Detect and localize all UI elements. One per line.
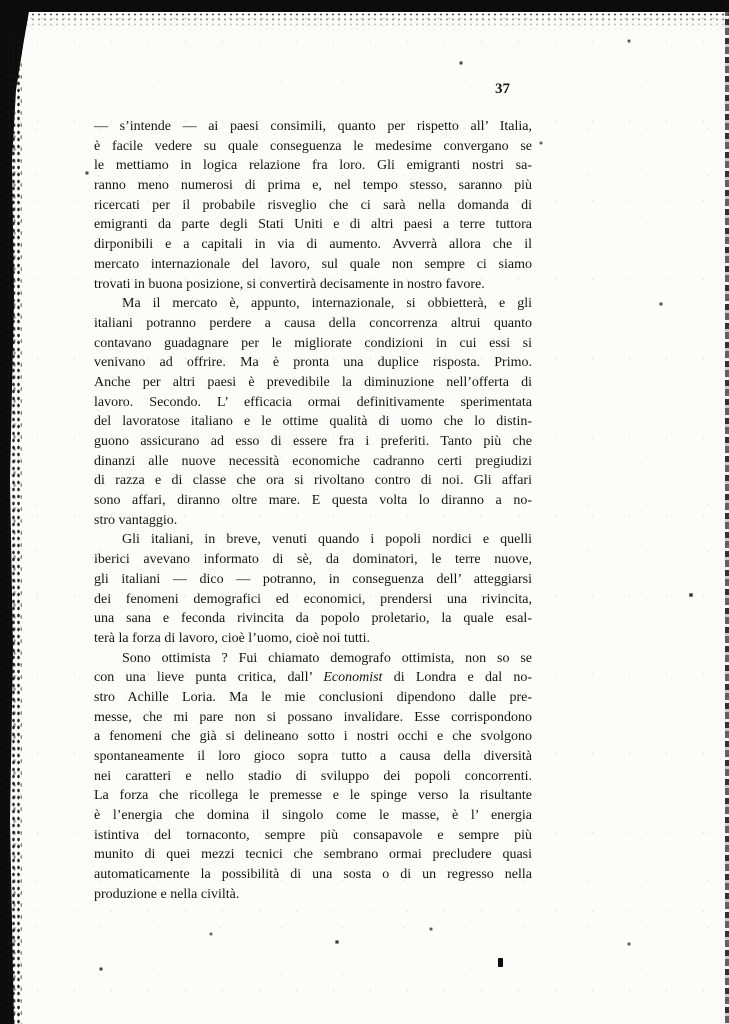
paragraph xyxy=(94,530,532,648)
text-line: Ma il mercato è, appunto, internazionale, si obbietterà, e gli xyxy=(122,296,532,312)
text-line: spontaneamente il loro gioco sopra tutto a causa della diversità xyxy=(94,749,532,764)
text-line: italiani potranno perdere a causa della concorrenza altrui quanto xyxy=(94,315,532,331)
text-line: dei fenomeni demografici ed economici, prendersi una rivincita, xyxy=(94,591,532,607)
text-line: istintiva del tornaconto, sempre più consapavole e sempre più xyxy=(94,827,532,843)
scan-artifact-top-bar xyxy=(0,0,729,12)
text-line: Sono ottimista ? Fui chiamato demografo ottimista, non so se xyxy=(122,650,532,666)
dust-specks xyxy=(0,0,2,2)
scan-artifact-right-edge xyxy=(725,0,729,1024)
text-line: dirponibili e a capitali in via di aumento. Avverrà allora che il xyxy=(94,237,532,253)
text-line: guono assicurano ad esso di essere fra i preferiti. Tanto più che xyxy=(94,434,532,449)
ink-blob xyxy=(498,958,503,967)
text-line: Gli italiani, in breve, venuti quando i popoli nordici e quelli xyxy=(122,532,532,548)
text-line: a fenomeni che già si delineano sotto i nostri occhi e che svolgono xyxy=(94,729,532,745)
text-line: stro Achille Loria. Ma le mie conclusioni dipendono dalle pre- xyxy=(94,689,532,705)
text-line: del lavoratose italiano e le ottime qualità di uomo che lo distin- xyxy=(94,414,532,430)
text-line: stro vantaggio. xyxy=(94,512,178,528)
body-text xyxy=(94,117,532,905)
text-line: automaticamente la possibilità di una sosta o di un regresso nella xyxy=(94,867,532,883)
page-number: 37 xyxy=(495,81,510,97)
text-line: sono affari, diranno oltre mare. E questa volta lo diranno a no- xyxy=(94,493,532,509)
text-line: contavano guadagnare per le migliorate condizioni in cui essi si xyxy=(94,335,532,351)
text-line xyxy=(94,668,532,688)
text-segment: di Londra e dal no- xyxy=(382,670,532,686)
text-line: iberici avevano informato di sè, da dominatori, le terre nuove, xyxy=(94,552,532,568)
text-line: mercato internazionale del lavoro, sul quale non sempre ci siamo xyxy=(94,256,532,272)
text-line: di razza e di classe che ora si rivoltano contro di noi. Gli affari xyxy=(94,473,532,489)
text-line: le mettiamo in logica relazione fra loro. Gli emigranti nostri sa- xyxy=(94,158,532,174)
scan-artifact-top-noise xyxy=(0,12,729,30)
text-line: Anche per altri paesi è prevedibile la diminuzione nell’offerta di xyxy=(94,374,532,390)
text-line: gli italiani — dico — potranno, in conseguenza dell’ atteggiarsi xyxy=(94,571,532,587)
text-line: dinanzi alle nuove necessità economiche cadranno certi pregiudizi xyxy=(94,453,532,469)
text-line: produzione e nella civiltà. xyxy=(94,886,240,902)
text-line: terà la forza di lavoro, cioè l’uomo, cioè noi tutti. xyxy=(94,630,371,646)
text-line: venivano ad offrire. Ma è pronta una duplice risposta. Primo. xyxy=(94,355,532,371)
text-line: ranno meno numerosi di prima e, nel tempo stesso, saranno più xyxy=(94,178,532,194)
text-line: emigranti da parte degli Stati Uniti e di altri paesi a terre tuttora xyxy=(94,217,532,233)
text-line: La forza che ricollega le premesse e le spinge verso la risultante xyxy=(94,788,532,804)
text-line: è l’energia che domina il singolo come le masse, è l’ energia xyxy=(94,808,532,824)
paragraph xyxy=(94,117,532,294)
text-line: — s’intende — ai paesi consimili, quanto per rispetto all’ Italia, xyxy=(94,119,532,134)
text-line: nei caratteri e nello stadio di sviluppo dei popoli concorrenti. xyxy=(94,768,532,784)
paragraph xyxy=(94,294,532,530)
scan-artifact-left-noise xyxy=(4,30,22,1024)
text-line: trovati in buona posizione, si convertirà decisamente in nostro favore. xyxy=(94,276,485,292)
text-line: ricercati per il probabile risveglio che ci sarà nella domanda di xyxy=(94,197,532,213)
text-line: una sana e feconda rivincita da popolo proletario, la quale esal- xyxy=(94,611,532,627)
text-line: munito di quei mezzi tecnici che sembrano ormai precludere quasi xyxy=(94,847,532,863)
paragraph xyxy=(94,649,532,905)
text-line: messe, che mi pare non si possano invalidare. Esse corrispondono xyxy=(94,709,532,725)
text-line: lavoro. Secondo. L’ efficacia ormai definitivamente sperimentata xyxy=(94,394,532,410)
italic-term: Economist xyxy=(323,670,383,686)
text-line: è facile vedere su quale conseguenza le medesime convergano se xyxy=(94,138,532,154)
text-segment: con una lieve punta critica, dall’ xyxy=(94,670,324,686)
